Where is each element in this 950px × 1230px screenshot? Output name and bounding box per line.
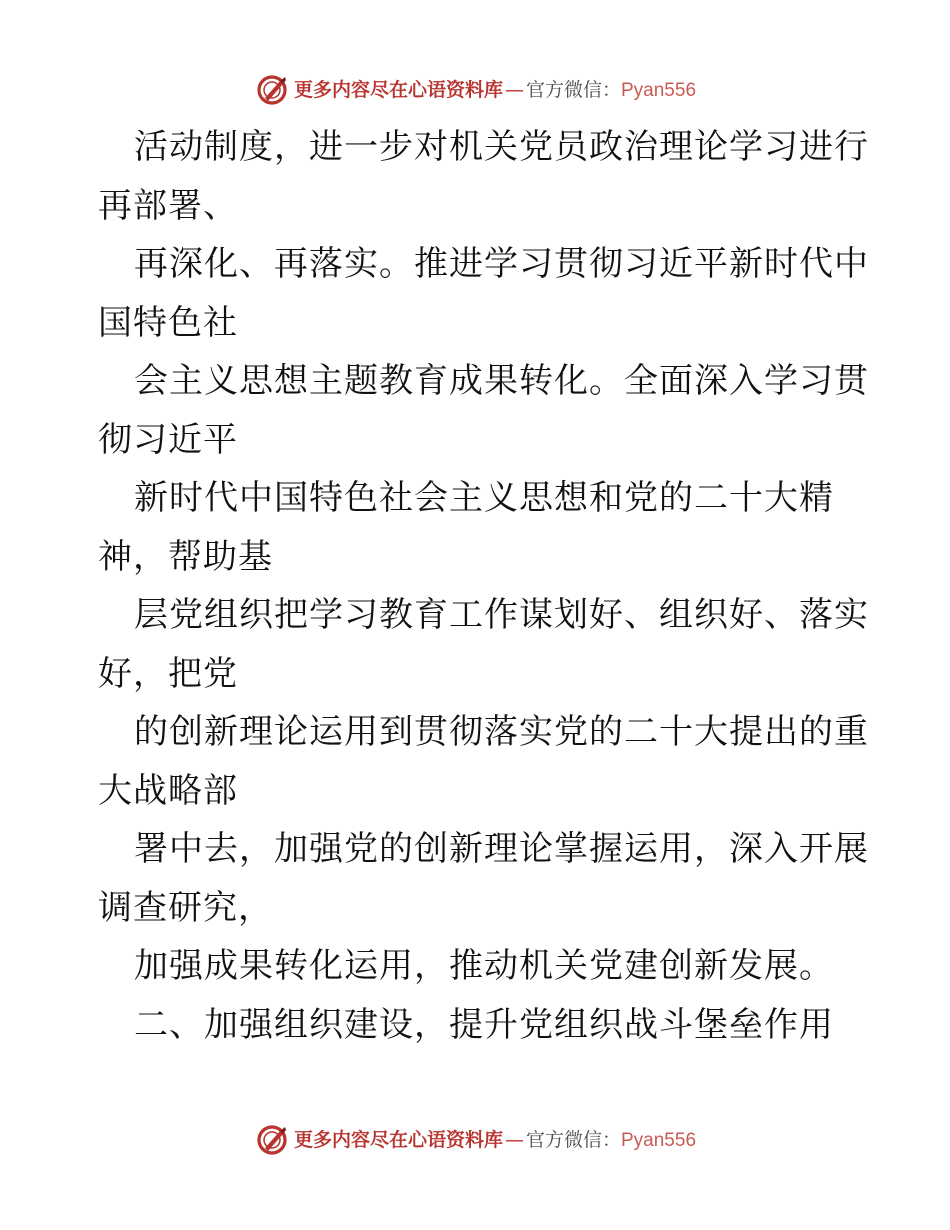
body-line: 层党组织把学习教育工作谋划好、组织好、落实 — [134, 595, 869, 635]
banner-dash: — — [504, 78, 524, 101]
body-line: 会主义思想主题教育成果转化。全面深入学习贯 — [134, 361, 869, 401]
wechat-label: 官方微信： — [525, 1128, 621, 1151]
body-line: 活动制度，进一步对机关党员政治理论学习进行 — [134, 127, 869, 167]
footer-banner — [0, 1120, 950, 1160]
body-line: 再深化、再落实。推进学习贯彻习近平新时代中 — [134, 244, 869, 284]
body-line: 大战略部 — [98, 770, 238, 811]
body-line: 加强成果转化运用，推动机关党建创新发展。 — [134, 946, 834, 986]
body-line: 再部署、 — [98, 185, 238, 226]
pen-logo-icon — [254, 72, 290, 108]
body-line: 好，把党 — [98, 653, 238, 694]
body-line: 新时代中国特色社会主义思想和党的二十大精 — [134, 478, 834, 518]
wechat-label: 官方微信： — [525, 78, 621, 101]
body-line: 国特色社 — [98, 302, 238, 343]
wechat-id: Pyan556 — [621, 79, 697, 101]
header-banner — [0, 70, 950, 110]
site-name: 更多内容尽在心语资料库 — [293, 1128, 503, 1151]
pen-logo-icon — [254, 1122, 290, 1158]
body-line: 的创新理论运用到贯彻落实党的二十大提出的重 — [134, 712, 869, 752]
document-body — [98, 118, 869, 1054]
section-heading: 二、加强组织建设，提升党组织战斗堡垒作用 — [134, 1004, 834, 1045]
body-line: 调查研究， — [98, 887, 273, 928]
body-line: 署中去，加强党的创新理论掌握运用，深入开展 — [134, 829, 869, 869]
wechat-id: Pyan556 — [621, 1129, 697, 1151]
site-name: 更多内容尽在心语资料库 — [293, 78, 503, 101]
banner-dash: — — [504, 1128, 524, 1151]
body-line: 彻习近平 — [98, 419, 238, 460]
body-line: 神，帮助基 — [98, 536, 273, 577]
